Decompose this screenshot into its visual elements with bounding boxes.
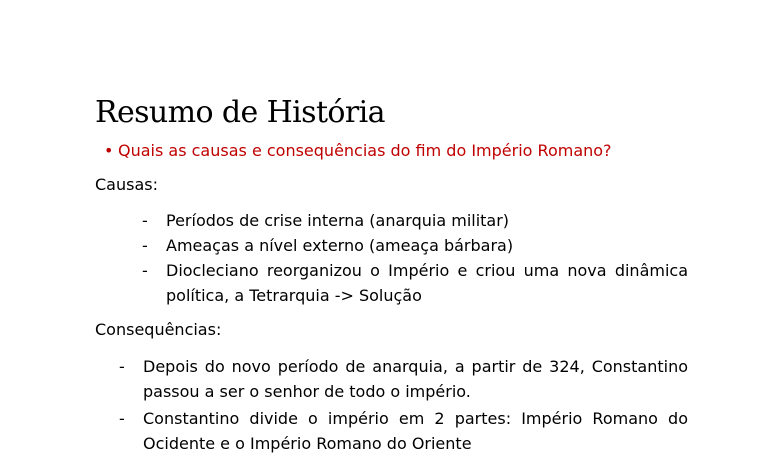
list-item-text: Diocleciano reorganizou o Império e criou uma nova dinâmica política, a Tetrarquia -> Solução: [166, 261, 688, 305]
causas-heading: Causas:: [95, 175, 158, 194]
dash-bullet: -: [119, 357, 125, 376]
list-item: [119, 354, 688, 404]
causas-list: [142, 208, 688, 308]
question-text: Quais as causas e consequências do fim do Império Romano?: [118, 141, 612, 160]
dash-bullet: -: [142, 211, 148, 230]
list-item-text: Ameaças a nível externo (ameaça bárbara): [166, 236, 514, 255]
dash-bullet: -: [142, 236, 148, 255]
page-title: Resumo de História: [95, 95, 385, 130]
question-bullet-item: [104, 140, 612, 162]
list-item-text: Depois do novo período de anarquia, a partir de 324, Constantino passou a ser o senhor de todo o império.: [143, 357, 688, 401]
list-item: [119, 406, 688, 456]
bullet-icon: •: [104, 141, 114, 160]
consequencias-heading: Consequências:: [95, 320, 222, 339]
list-item-text: Constantino divide o império em 2 partes: Império Romano do Ocidente e o Império Romano do Oriente: [143, 409, 688, 453]
list-item: [142, 233, 688, 258]
list-item: [142, 208, 688, 233]
list-item: [142, 258, 688, 308]
consequencias-list: [119, 354, 688, 456]
dash-bullet: -: [142, 261, 148, 280]
list-item-text: Períodos de crise interna (anarquia militar): [166, 211, 510, 230]
dash-bullet: -: [119, 409, 125, 428]
